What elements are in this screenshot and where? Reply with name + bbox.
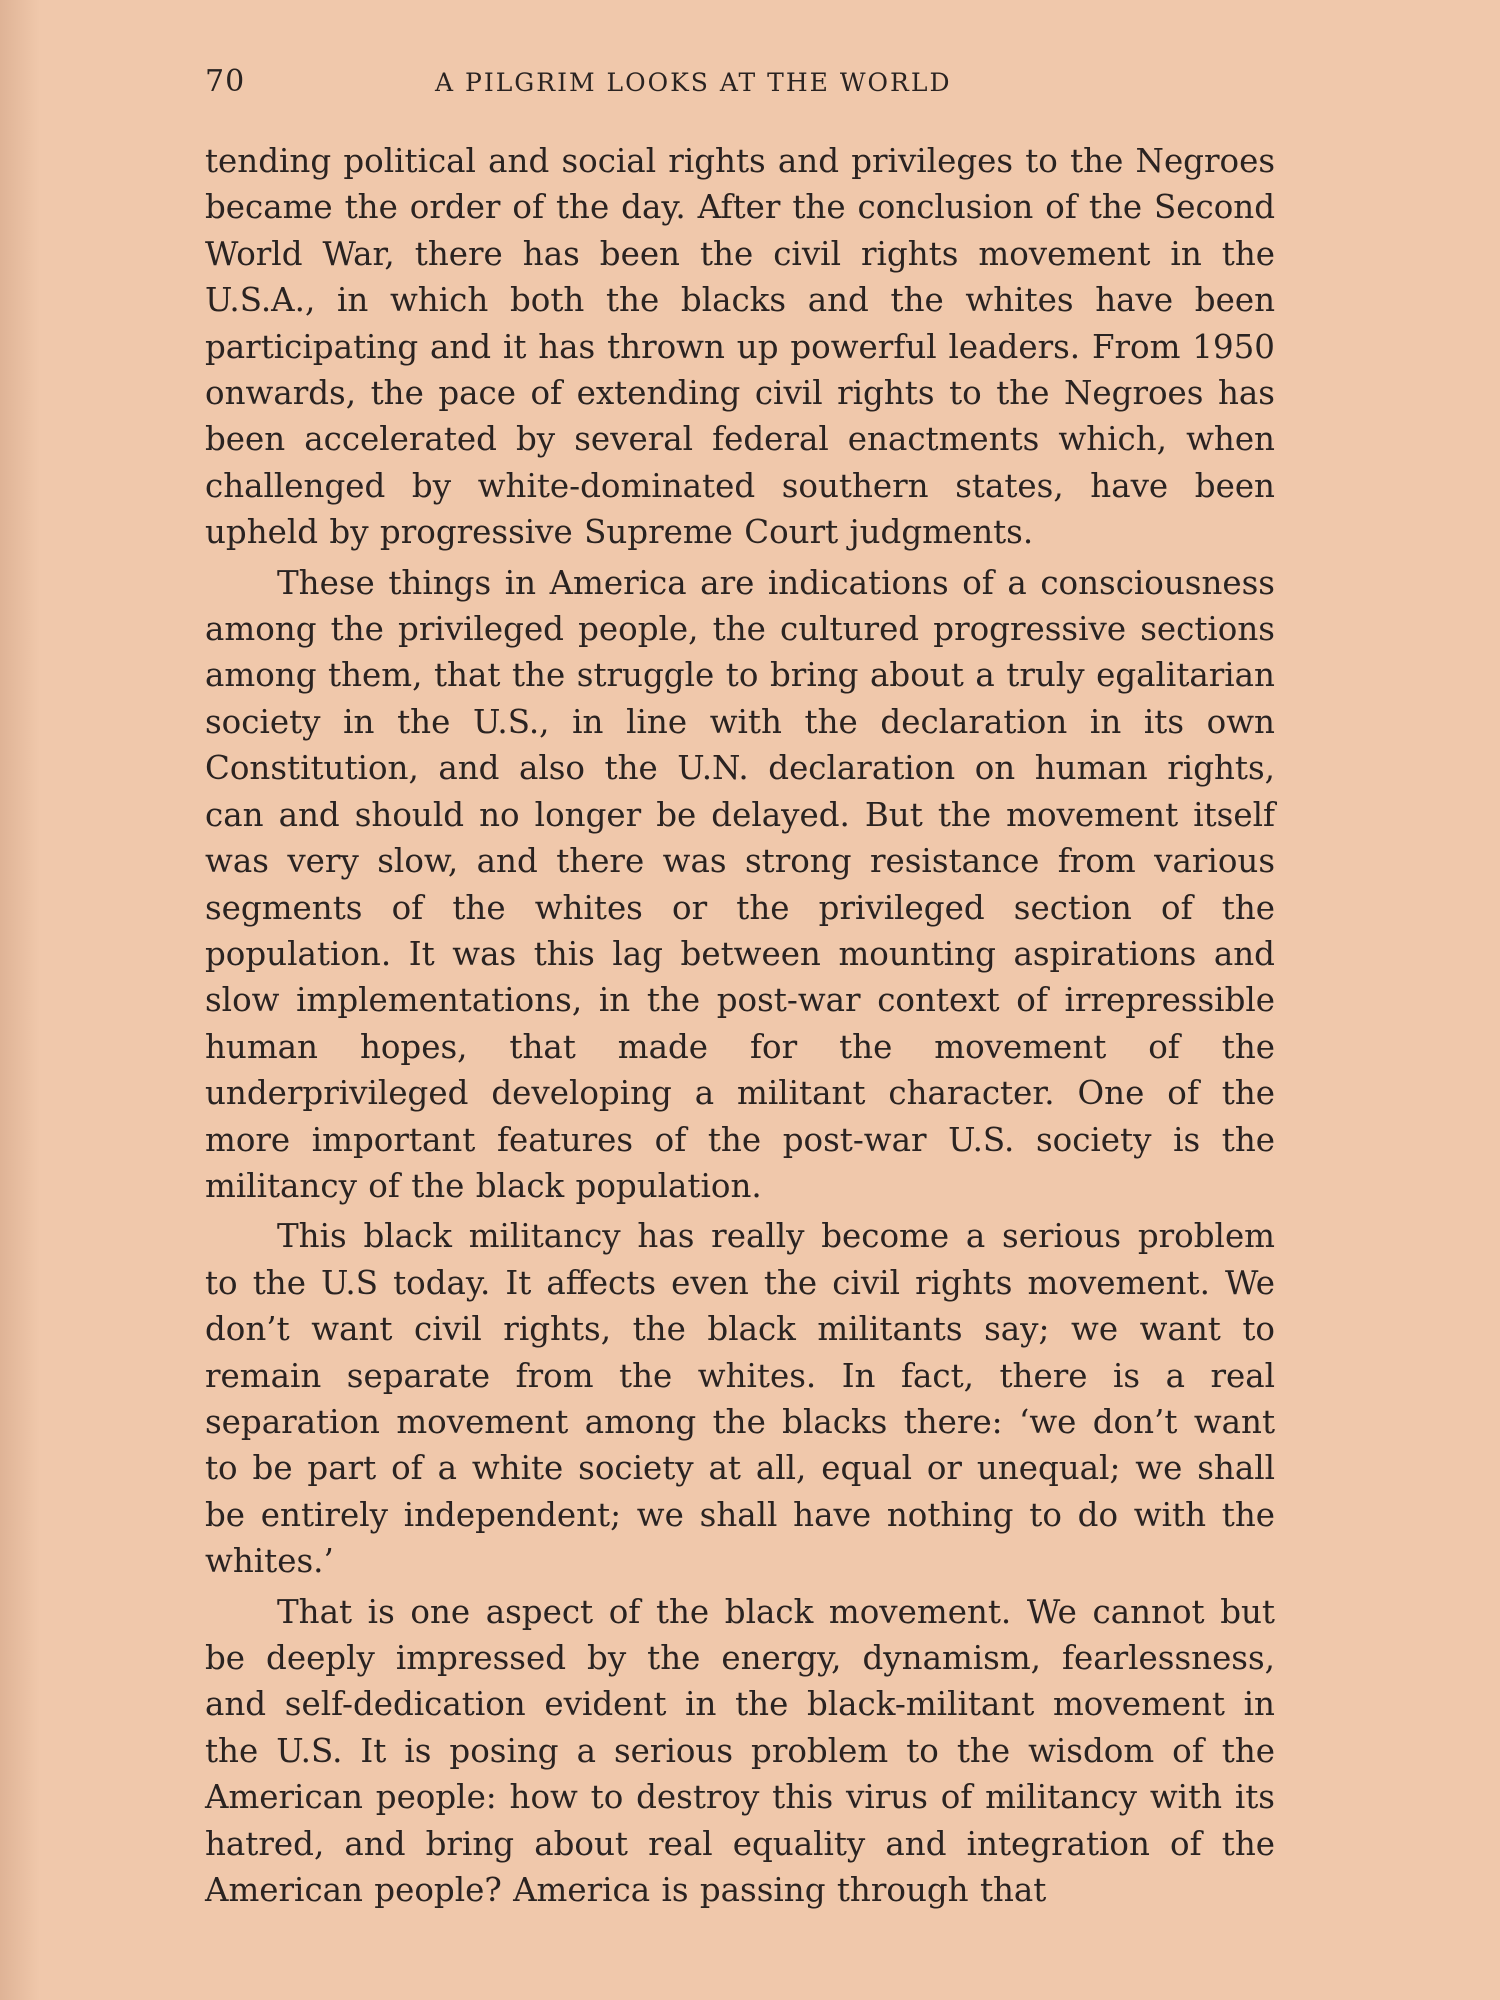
running-head: [205, 64, 1040, 104]
page-gutter-shadow: [0, 0, 40, 2000]
paragraph-2: These things in America are indications of a consciousness among the privileged people, the cultured progressive sections among them, that the struggle to bring about a truly egalitarian society in the U.S., in line with the declaration in its own Constitution, and also the U.N. declaration on human rights, can and should no longer be delayed. But the movement itself was very slow, and there was strong resistance from various segments of the whites or the privileged section of the population. It was this lag between mounting aspirations and slow implementations, in the post-war context of irrepressible human hopes, that made for the movement of the underprivileged developing a militant character. One of the more important features of the post-war U.S. society is the militancy of the black population.: [205, 563, 1275, 1205]
body-text: [205, 138, 1275, 1913]
paragraph-4: That is one aspect of the black movement. We cannot but be deeply impressed by the energy, dynamism, fearlessness, and self-dedication evident in the black-militant movement in the U.S. It is posing a serious problem to the wisdom of the American people: how to destroy this virus of militancy with its hatred, and bring about real equality and integration of the American people? America is passing through that: [205, 1592, 1275, 1910]
paragraph-1: tending political and social rights and privileges to the Negroes became the order of the day. After the conclusion of the Second World War, there has been the civil rights movement in the U.S.A., in which both the blacks and the whites have been participating and it has thrown up powerful leaders. From 1950 onwards, the pace of extending civil rights to the Negroes has been accelerated by several federal enactments which, when challenged by white-dominated southern states, have been upheld by progressive Supreme Court judgments.: [205, 142, 1275, 552]
page-number: 70: [205, 64, 246, 99]
book-title: A PILGRIM LOOKS AT THE WORLD: [435, 68, 952, 97]
paragraph-3: This black militancy has really become a serious problem to the U.S today. It affects even the civil rights movement. We don’t want civil rights, the black militants say; we want to remain separate from the whites. In fact, there is a real separation movement among the blacks there: ‘we don’t want to be part of a white society at all, equal or unequal; we shall be entirely independent; we shall have nothing to do with the whites.’: [205, 1217, 1275, 1581]
